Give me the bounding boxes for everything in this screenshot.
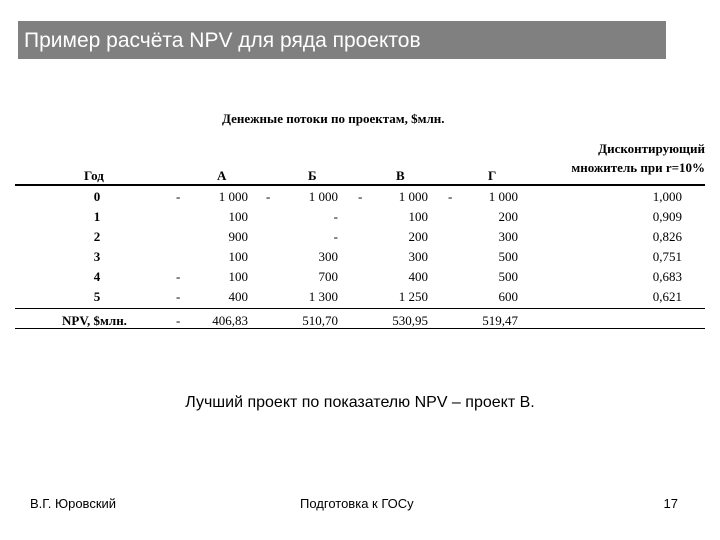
cell-v: 1 000 (398, 189, 428, 204)
cell-year: 2 (93, 229, 101, 244)
npv-v: 530,95 (392, 313, 428, 328)
cell-disc: 0,751 (652, 249, 682, 264)
cell-v: 100 (408, 209, 428, 224)
cell-a: 400 (228, 289, 248, 304)
conclusion-text: Лучший проект по показателю NPV – проект В. (185, 394, 535, 411)
cell-g: 300 (498, 229, 518, 244)
npv-b: 510,70 (302, 313, 338, 328)
cell-a-sign: - (176, 189, 181, 204)
cell-a: 100 (228, 209, 248, 224)
cell-year: 4 (93, 269, 101, 284)
slide-title-bar (18, 21, 666, 59)
cell-a-sign: - (176, 289, 181, 304)
cell-b-sign: - (266, 189, 271, 204)
footer-page-number: 17 (663, 496, 678, 511)
cell-disc: 0,621 (652, 289, 682, 304)
cell-b: 700 (318, 269, 338, 284)
npv-label: NPV, $млн. (62, 313, 127, 328)
cell-b: - (333, 229, 338, 244)
cell-disc: 0,826 (652, 229, 682, 244)
header-project-b: Б (308, 168, 317, 183)
cell-v: 1 250 (398, 289, 428, 304)
header-discount-line1: Дисконтирующий (598, 141, 705, 156)
cell-a: 100 (228, 269, 248, 284)
bottom-rule (15, 328, 705, 329)
header-rule (15, 184, 705, 186)
npv-rule (15, 308, 705, 309)
cell-g: 500 (498, 249, 518, 264)
header-project-g: Г (488, 168, 497, 183)
header-project-v: В (396, 168, 405, 183)
cell-a-sign: - (176, 269, 181, 284)
cell-b: 300 (318, 249, 338, 264)
cell-b: - (333, 209, 338, 224)
npv-g: 519,47 (482, 313, 518, 328)
cell-v: 200 (408, 229, 428, 244)
cell-disc: 0,909 (652, 209, 682, 224)
cell-g-sign: - (448, 189, 453, 204)
cell-g: 200 (498, 209, 518, 224)
slide-title: Пример расчёта NPV для ряда проектов (24, 29, 421, 52)
table-caption: Денежные потоки по проектам, $млн. (222, 111, 445, 126)
cell-b: 1 000 (308, 189, 338, 204)
cell-disc: 0,683 (652, 269, 682, 284)
header-discount-factor (535, 139, 705, 177)
header-year: Год (84, 168, 104, 183)
cell-v: 300 (408, 249, 428, 264)
npv-a-sign: - (176, 313, 181, 328)
cell-a: 900 (228, 229, 248, 244)
cell-b: 1 300 (308, 289, 338, 304)
header-project-a: А (217, 168, 227, 183)
cell-year: 5 (93, 289, 101, 304)
cell-g: 600 (498, 289, 518, 304)
cell-year: 3 (93, 249, 101, 264)
cell-v-sign: - (358, 189, 363, 204)
cell-v: 400 (408, 269, 428, 284)
footer-course: Подготовка к ГОСу (300, 496, 414, 511)
cell-year: 0 (93, 189, 101, 204)
header-discount-line2: множитель при r=10% (571, 160, 705, 175)
footer-author: В.Г. Юровский (30, 496, 117, 511)
cell-a: 1 000 (218, 189, 248, 204)
npv-a: 406,83 (212, 313, 248, 328)
cell-year: 1 (93, 209, 101, 224)
cell-disc: 1,000 (652, 189, 682, 204)
cell-a: 100 (228, 249, 248, 264)
cell-g: 500 (498, 269, 518, 284)
cell-g: 1 000 (488, 189, 518, 204)
